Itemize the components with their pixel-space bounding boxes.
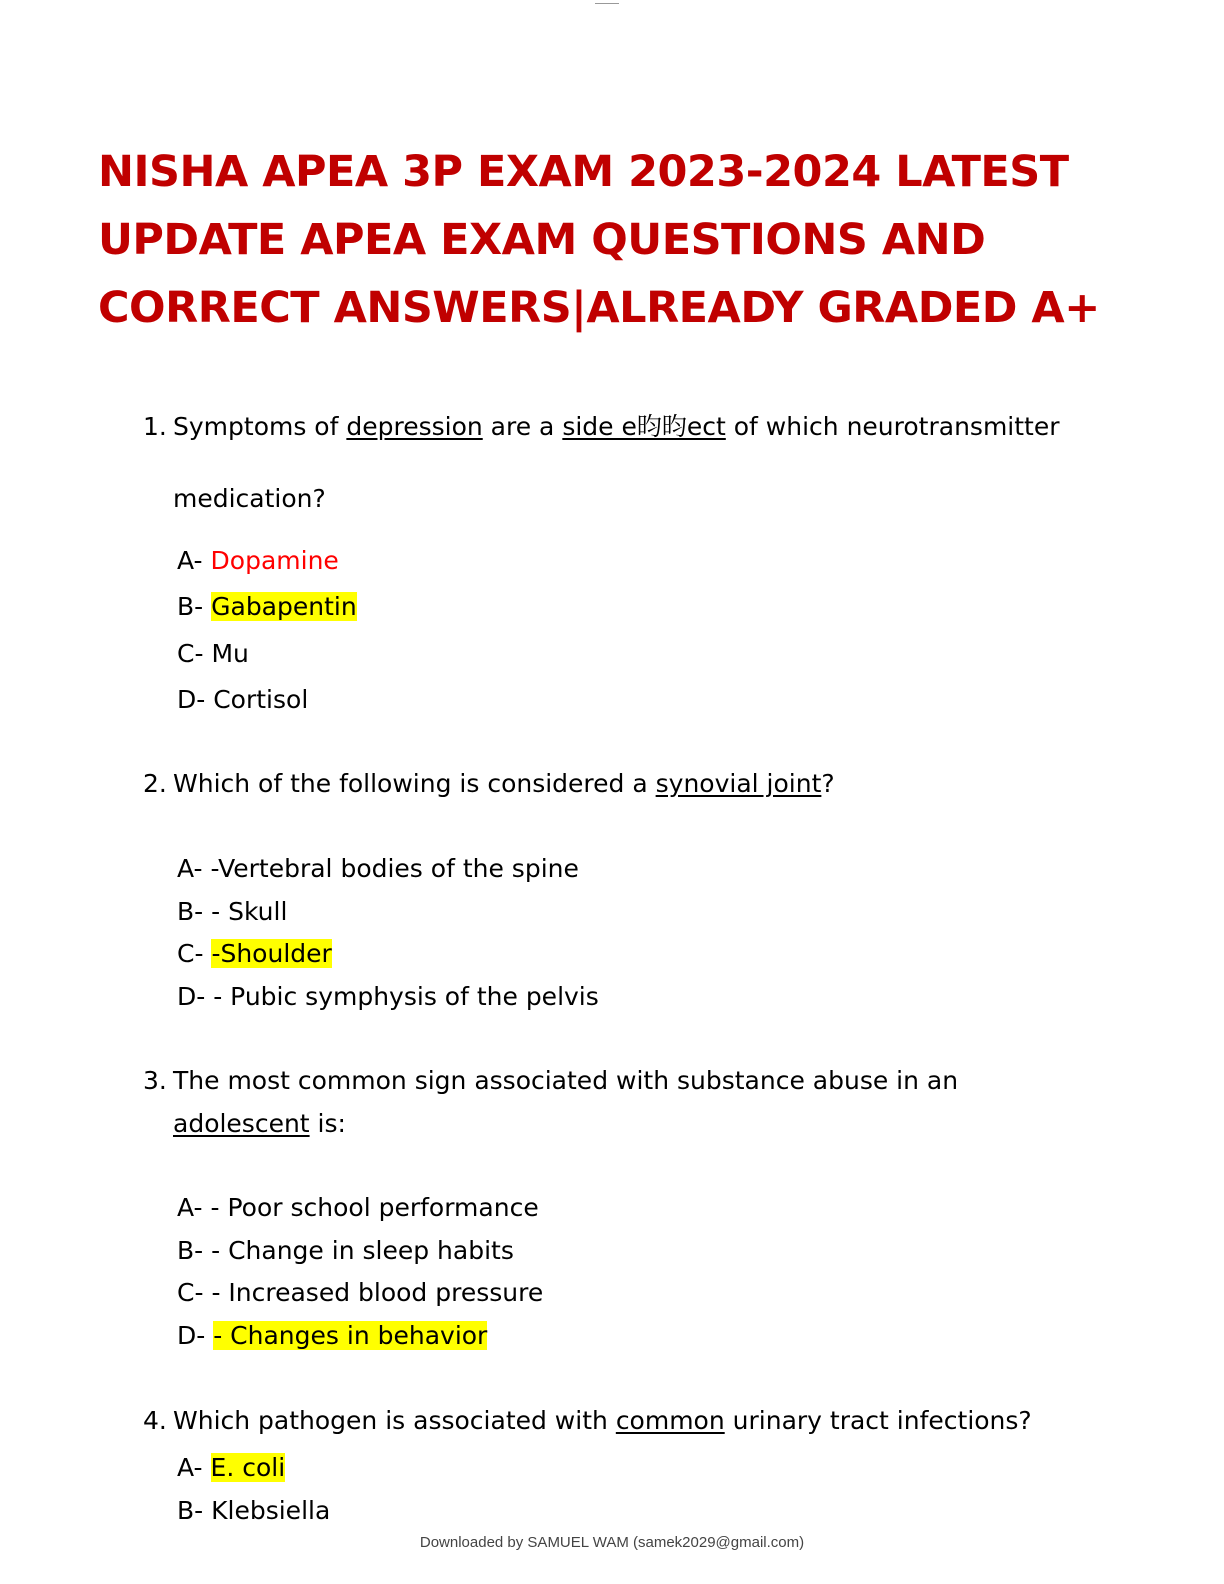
option-a (177, 1451, 285, 1485)
underlined-term: side e昀昀ect (562, 412, 726, 441)
option-a (177, 1191, 539, 1225)
option-b (177, 1494, 330, 1528)
title-line: CORRECT ANSWERS|ALREADY GRADED A+ (98, 283, 1100, 333)
question-2 (143, 767, 835, 801)
option-letter: A- (177, 854, 211, 883)
highlighted-answer: Gabapentin (211, 592, 357, 621)
question-1-line-2: medication? (173, 484, 326, 513)
option-text: -Vertebral bodies of the spine (210, 854, 579, 883)
question-1 (143, 410, 1060, 444)
option-letter: C- (177, 639, 212, 668)
option-text: - Increased blood pressure (211, 1278, 544, 1307)
question-number: 4. (143, 1406, 167, 1435)
option-d (177, 1319, 487, 1353)
option-letter: B- (177, 1496, 212, 1525)
highlighted-answer: - Changes in behavior (213, 1321, 488, 1350)
option-c (177, 1276, 543, 1310)
option-text: - Pubic symphysis of the pelvis (213, 982, 599, 1011)
title-line: NISHA APEA 3P EXAM 2023-2024 LATEST (98, 147, 1069, 197)
option-c (177, 937, 332, 971)
question-number: 1. (143, 412, 167, 441)
option-text: - Skull (211, 897, 288, 926)
underlined-term: adolescent (173, 1109, 310, 1138)
option-text: - Change in sleep habits (211, 1236, 514, 1265)
question-text: is: (309, 1109, 346, 1138)
top-marker (595, 0, 619, 4)
question-text: urinary tract infections? (724, 1406, 1032, 1435)
option-text: Cortisol (213, 685, 309, 714)
option-b (177, 590, 357, 624)
option-c (177, 637, 249, 671)
option-letter: D- (177, 685, 214, 714)
question-text: ? (821, 769, 835, 798)
question-4 (143, 1404, 1032, 1438)
title-line: UPDATE APEA EXAM QUESTIONS AND (98, 215, 986, 265)
option-b (177, 895, 287, 929)
underlined-term: synovial joint (655, 769, 822, 798)
option-d (177, 683, 308, 717)
option-letter: B- (177, 592, 212, 621)
download-footer: Downloaded by SAMUEL WAM (samek2029@gmail.com) (419, 1534, 805, 1551)
question-3-line-2 (173, 1107, 346, 1141)
option-letter: D- (177, 1321, 214, 1350)
underlined-term: common (615, 1406, 725, 1435)
option-b (177, 1234, 514, 1268)
question-text: of which neurotransmitter (725, 412, 1060, 441)
option-a (177, 544, 339, 578)
option-letter: A- (177, 1193, 211, 1222)
option-d (177, 980, 599, 1014)
option-letter: A- (177, 1453, 211, 1482)
question-number: 3. (143, 1066, 167, 1095)
option-letter: A- (177, 546, 211, 575)
option-text-red: Dopamine (210, 546, 339, 575)
highlighted-answer: -Shoulder (211, 939, 332, 968)
document-title (98, 138, 1158, 342)
option-text: Klebsiella (211, 1496, 331, 1525)
underlined-term: depression (346, 412, 483, 441)
option-letter: D- (177, 982, 214, 1011)
question-text: Which of the following is considered a (173, 769, 656, 798)
question-text: are a (482, 412, 563, 441)
option-a (177, 852, 579, 886)
question-text: Which pathogen is associated with (173, 1406, 616, 1435)
option-text: - Poor school performance (210, 1193, 539, 1222)
option-letter: B- (177, 897, 212, 926)
option-letter: B- (177, 1236, 212, 1265)
question-text: Symptoms of (173, 412, 347, 441)
option-text: Mu (211, 639, 249, 668)
option-letter: C- (177, 1278, 212, 1307)
highlighted-answer: E. coli (210, 1453, 286, 1482)
question-3 (143, 1064, 958, 1098)
option-letter: C- (177, 939, 212, 968)
question-text: The most common sign associated with substance abuse in an (173, 1066, 959, 1095)
question-number: 2. (143, 769, 167, 798)
